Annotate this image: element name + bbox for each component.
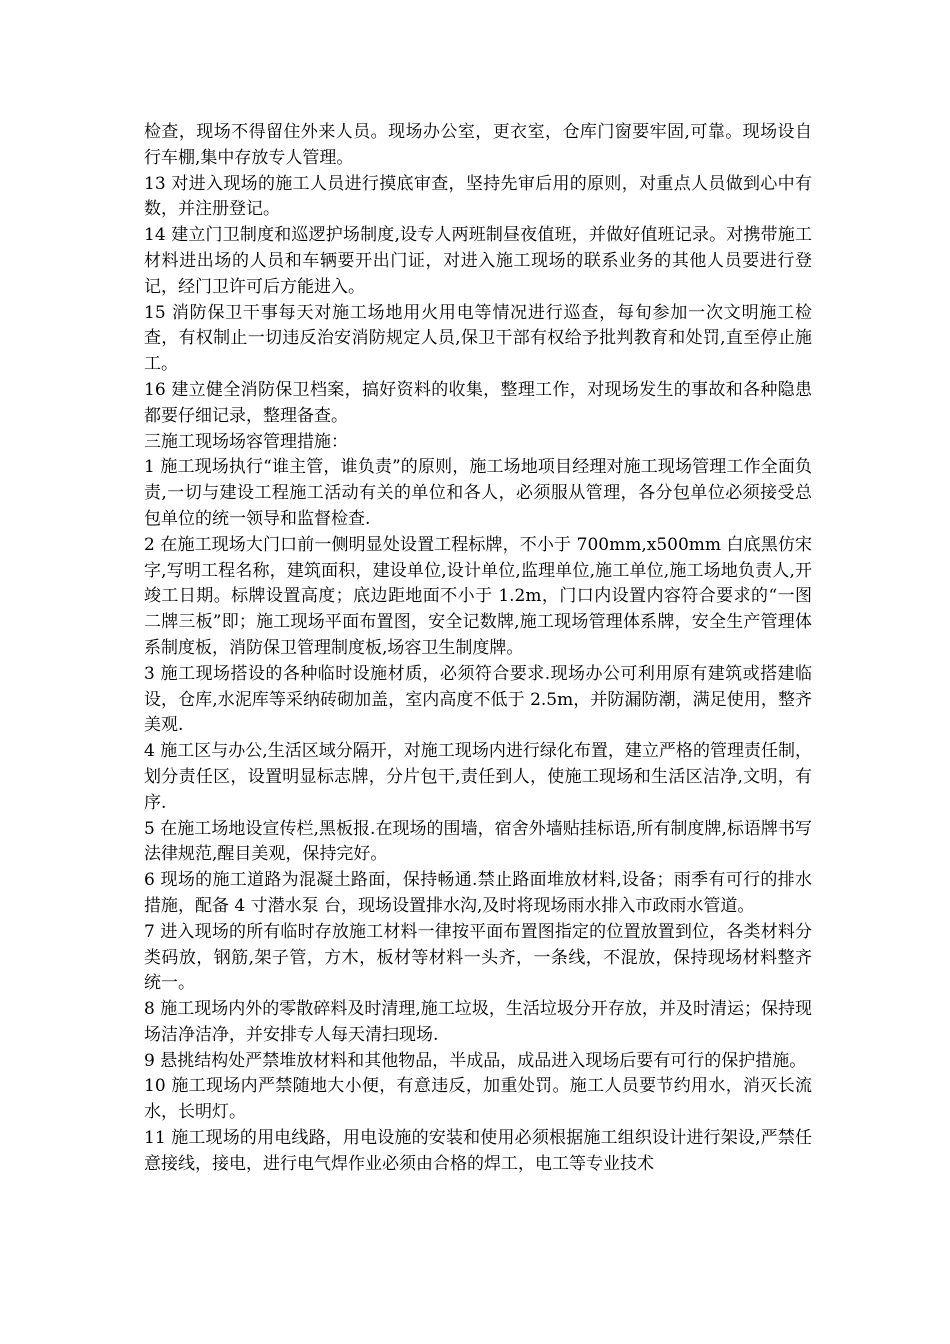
paragraph-item-11: 11 施工现场的用电线路，用电设施的安装和使用必须根据施工组织设计进行架设,严禁任意接线，接电，进行电气焊作业必须由合格的焊工，电工等专业技术 xyxy=(144,1128,812,1174)
paragraph-item-8: 8 施工现场内外的零散碎料及时清理,施工垃圾，生活垃圾分开存放，并及时清运；保持现场洁净洁净，并安排专人每天清扫现场. xyxy=(144,999,812,1045)
paragraph-item-10: 10 施工现场内严禁随地大小便，有意违反，加重处罚。施工人员要节约用水，消灭长流水，长明灯。 xyxy=(144,1076,812,1123)
paragraph-item-9: 9 悬挑结构处严禁堆放材料和其他物品，半成品，成品进入现场后要有可行的保护措施。 xyxy=(144,1050,807,1071)
paragraph-item-15: 15 消防保卫干事每天对施工场地用火用电等情况进行巡查，每旬参加一次文明施工检查，有权制止一切违反治安消防规定人员,保卫干部有权给予批判教育和处罚,直至停止施工。 xyxy=(144,302,812,375)
paragraph-item-1: 1 施工现场执行“谁主管，谁负责”的原则，施工场地项目经理对施工现场管理工作全面负责,一切与建设工程施工活动有关的单位和各人，必须服从管理，各分包单位必须接受总包单位的统一领导和监督检查. xyxy=(144,457,812,529)
section-heading-site-management: 三施工现场场容管理措施： xyxy=(144,431,348,452)
document-body xyxy=(144,120,812,1178)
paragraph-item-2: 2 在施工现场大门口前一侧明显处设置工程标牌，不小于 700mm,x500mm 白底黑仿宋字,写明工程名称，建筑面积，建设单位,设计单位,监理单位,施工单位,施工场地负责人,开竣工日期。标牌设置高度；底边距地面不小于 1.2m，门口内设置内容符合要求的“一图二牌三板”即；施工现场平面布置图，安全记数牌,施工现场管理体系牌，安全生产管理体系制度板，消防保卫管理制度板,场容卫生制度牌。 xyxy=(144,534,812,658)
paragraph-item-4: 4 施工区与办公,生活区域分隔开，对施工现场内进行绿化布置，建立严格的管理责任制，划分责任区，设置明显标志牌，分片包干,责任到人，使施工现场和生活区洁净,文明，有序. xyxy=(144,741,812,813)
paragraph-continued-security: 检查，现场不得留住外来人员。现场办公室，更衣室，仓库门窗要牢固,可靠。现场设自行车棚,集中存放专人管理。 xyxy=(144,122,812,168)
paragraph-item-16: 16 建立健全消防保卫档案，搞好资料的收集，整理工作，对现场发生的事故和各种隐患都要仔细记录，整理备查。 xyxy=(144,379,812,426)
paragraph-item-3: 3 施工现场搭设的各种临时设施材质，必须符合要求.现场办公可利用原有建筑或搭建临设，仓库,水泥库等采纳砖砌加盖，室内高度不低于 2.5m，并防漏防潮，满足使用，整齐美观. xyxy=(144,663,812,736)
paragraph-item-7: 7 进入现场的所有临时存放施工材料一律按平面布置图指定的位置放置到位，各类材料分类码放，钢筋,架子管，方木，板材等材料一头齐，一条线，不混放，保持现场材料整齐统一。 xyxy=(144,921,812,994)
paragraph-item-13: 13 对进入现场的施工人员进行摸底审查，坚持先审后用的原则，对重点人员做到心中有数，并注册登记。 xyxy=(144,173,812,220)
paragraph-item-6: 6 现场的施工道路为混凝土路面，保持畅通.禁止路面堆放材料,设备；雨季有可行的排水措施，配备 4 寸潜水泵 台，现场设置排水沟,及时将现场雨水排入市政雨水管道。 xyxy=(144,870,812,916)
paragraph-item-14: 14 建立门卫制度和巡逻护场制度,设专人两班制昼夜值班，并做好值班记录。对携带施工材料进出场的人员和车辆要开出门证，对进入施工现场的联系业务的其他人员要进行登记，经门卫许可后方能进入。 xyxy=(144,225,812,297)
paragraph-item-5: 5 在施工场地设宣传栏,黑板报.在现场的围墙，宿舍外墙贴挂标语,所有制度牌,标语牌书写法律规范,醒目美观，保持完好。 xyxy=(144,818,812,865)
